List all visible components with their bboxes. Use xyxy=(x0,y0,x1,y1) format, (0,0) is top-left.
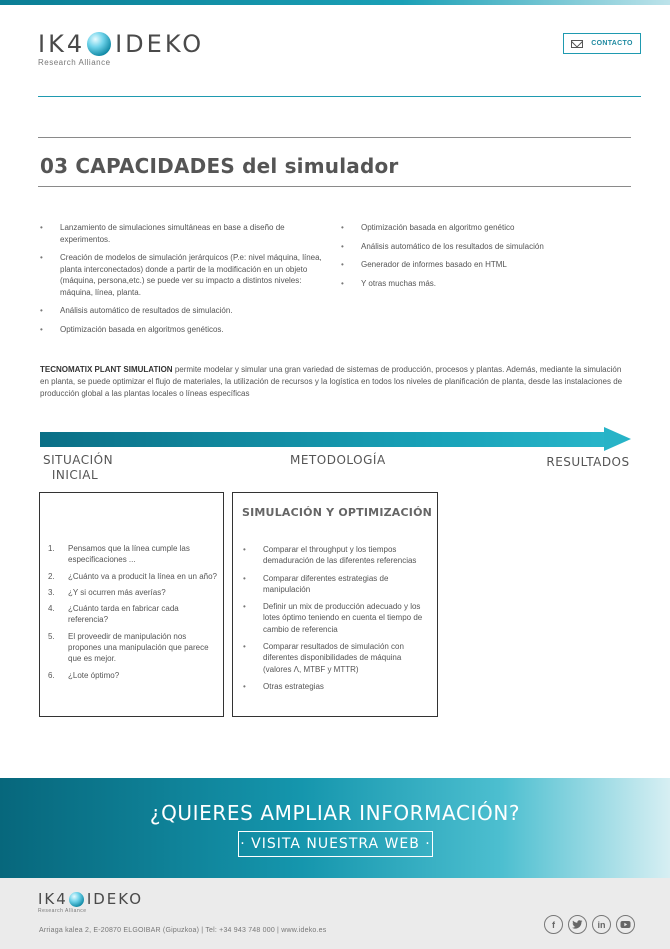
logo-wordmark xyxy=(38,30,204,58)
capabilities-list-right xyxy=(339,222,629,296)
item-number: 3. xyxy=(48,587,55,597)
intro-paragraph xyxy=(40,364,630,400)
item-number: 4. xyxy=(48,604,55,614)
footer-logo-wordmark xyxy=(38,891,143,908)
process-arrow xyxy=(40,432,606,447)
footer-logo-tagline: Research Alliance xyxy=(38,908,87,914)
social-links xyxy=(544,915,635,934)
top-accent-bar xyxy=(0,0,670,5)
list-item: • Generador de informes basado en HTML xyxy=(339,259,629,271)
list-item: • Comparar el throughput y los tiempos demaduración de las diferentes referencias xyxy=(241,544,431,567)
stage-initial-line2: INICIAL xyxy=(51,468,99,482)
list-item: • Optimización basada en algoritmo genético xyxy=(339,222,629,234)
list-item xyxy=(48,543,220,566)
globe-icon xyxy=(87,32,111,56)
contact-label: CONTACTO xyxy=(591,40,633,47)
list-item: • Análisis automático de los resultados de simulación xyxy=(339,241,629,253)
questions-list xyxy=(48,543,220,686)
list-item: • Y otras muchas más. xyxy=(339,278,629,290)
capabilities-list-left xyxy=(38,222,333,342)
list-item: • Optimización basada en algoritmos genéticos. xyxy=(38,324,333,336)
cta-title: ¿QUIERES AMPLIAR INFORMACIÓN? xyxy=(149,801,521,825)
simulation-box-title: SIMULACIÓN Y OPTIMIZACIÓN xyxy=(242,506,433,519)
youtube-icon[interactable] xyxy=(616,915,635,934)
item-text: ¿Y si ocurren más averías? xyxy=(68,587,166,597)
title-bottom-rule xyxy=(38,186,631,187)
header-divider xyxy=(38,96,641,97)
list-item xyxy=(48,631,220,665)
intro-text: permite modelar y simular una gran variedad de sistemas de producción, procesos y plantas. Además, mediante la simulación en planta, se puede optimizar el flujo de materiales, la utilización de recursos y la logística en todos los niveles de planificación de planta, desde las instalaciones de producción global a las plantas locales o líneas específicas xyxy=(40,365,623,398)
list-item: • Creación de modelos de simulación jerárquicos (P.e: nivel máquina, línea, planta interconectados) donde a partir de la modificación en un objeto (máquina, persona,etc.) se puede ver su impacto a distintos niveles: máquina, línea, planta. xyxy=(38,252,333,298)
footer xyxy=(0,878,670,949)
linkedin-icon[interactable]: in xyxy=(592,915,611,934)
title-top-rule xyxy=(38,137,631,138)
item-number: 6. xyxy=(48,670,55,680)
item-text: ¿Cuánto va a producit la línea en un año? xyxy=(68,571,217,581)
simulation-list xyxy=(241,544,431,698)
twitter-icon[interactable] xyxy=(568,915,587,934)
list-item: • Lanzamiento de simulaciones simultáneas en base a diseño de experimentos. xyxy=(38,222,333,245)
item-text: ¿Cuánto tarda en fabricar cada referencia? xyxy=(68,604,179,625)
item-text: Pensamos que la línea cumple las especificaciones ... xyxy=(68,544,190,565)
list-item xyxy=(48,571,220,582)
arrow-head-icon xyxy=(604,427,631,451)
list-item: • Definir un mix de producción adecuado y los lotes óptimo teniendo en cuenta el tiempo de cambio de referencia xyxy=(241,601,431,635)
stage-initial-situation xyxy=(43,453,114,483)
item-number: 1. xyxy=(48,544,55,553)
contact-button[interactable] xyxy=(563,33,641,54)
list-item xyxy=(48,587,220,598)
globe-icon xyxy=(69,892,84,907)
simulation-box xyxy=(232,492,438,717)
footer-address: Arriaga kalea 2, E-20870 ELGOIBAR (Gipuzkoa) | Tel: +34 943 748 000 | www.ideko.es xyxy=(39,927,327,934)
logo-ik4-text: IK4 xyxy=(38,30,86,58)
stage-methodology: METODOLOGÍA xyxy=(290,453,386,467)
stage-results: RESULTADOS xyxy=(546,455,630,469)
product-name: TECNOMATIX PLANT SIMULATION xyxy=(40,365,173,374)
facebook-icon[interactable]: f xyxy=(544,915,563,934)
initial-situation-box xyxy=(39,492,224,717)
item-text: El proveedir de manipulación nos propones una manipulación que parece que es mejor. xyxy=(68,631,209,664)
footer-logo-ik4: IK4 xyxy=(38,890,68,908)
footer-logo[interactable] xyxy=(38,891,143,914)
footer-logo-ideko: IDEKO xyxy=(86,890,144,908)
item-text: ¿Lote óptimo? xyxy=(68,670,120,680)
logo-ideko-text: IDEKO xyxy=(115,30,205,58)
list-item xyxy=(48,603,220,626)
list-item: • Comparar diferentes estrategias de manipulación xyxy=(241,573,431,596)
visit-web-button[interactable]: · VISITA NUESTRA WEB · xyxy=(238,831,433,857)
stage-initial-line1: SITUACIÓN xyxy=(43,453,114,467)
item-number: 2. xyxy=(48,571,55,581)
ik4-ideko-logo[interactable] xyxy=(38,30,204,67)
logo-tagline: Research Alliance xyxy=(38,58,111,67)
list-item xyxy=(48,670,220,681)
item-number: 5. xyxy=(48,631,55,641)
cta-banner xyxy=(0,778,670,878)
list-item: • Análisis automático de resultados de simulación. xyxy=(38,305,333,317)
list-item: • Otras estrategias xyxy=(241,681,431,692)
list-item: • Comparar resultados de simulación con diferentes disponibilidades de máquina (valores Λ, MTBF y MTTR) xyxy=(241,641,431,675)
page-title: 03 CAPACIDADES del simulador xyxy=(40,154,399,178)
mail-icon xyxy=(571,40,583,48)
